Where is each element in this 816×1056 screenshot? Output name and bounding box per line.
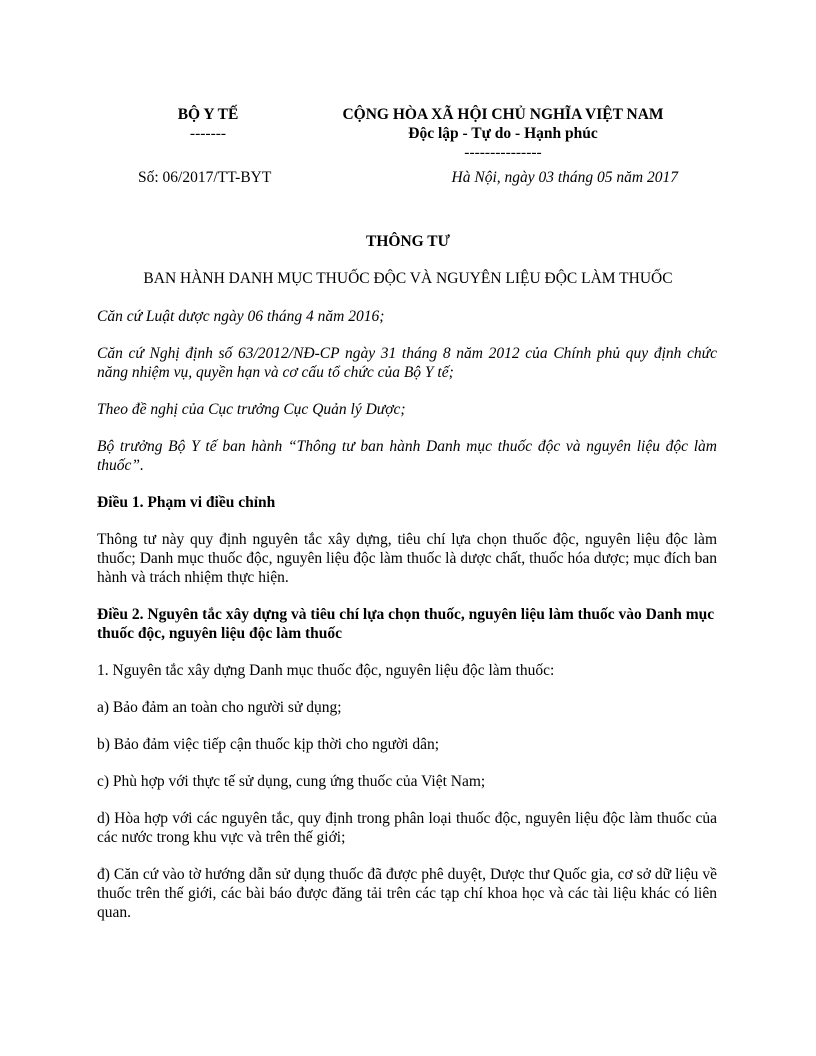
article-2-item-dd: đ) Căn cứ vào tờ hướng dẫn sử dụng thuốc đã được phê duyệt, Dược thư Quốc gia, cơ sở dữ liệu về thuốc trên thế giới, các bài báo được đăng tải trên các tạp chí khoa học và các tài liệu khác có liên quan. [97, 866, 717, 921]
national-motto: Độc lập - Tự do - Hạnh phúc [408, 125, 598, 142]
ministry-separator: ------- [189, 125, 227, 142]
article-1-text: Thông tư này quy định nguyên tắc xây dựng, tiêu chí lựa chọn thuốc độc, nguyên liệu độc làm thuốc; Danh mục thuốc độc, nguyên liệu độc làm thuốc là dược chất, thuốc hóa dược; mục đích ban hành và trách nhiệm thực hiện. [97, 531, 717, 586]
national-header-block [318, 105, 688, 162]
document-body [97, 307, 717, 940]
document-number: Số: 06/2017/TT-BYT [138, 169, 272, 186]
country-name: CỘNG HÒA XÃ HỘI CHỦ NGHĨA VIỆT NAM [342, 106, 664, 123]
preamble-issuance: Bộ trưởng Bộ Y tế ban hành “Thông tư ban hành Danh mục thuốc độc và nguyên liệu độc làm thuốc”. [97, 438, 717, 474]
document-subtitle: BAN HÀNH DANH MỤC THUỐC ĐỘC VÀ NGUYÊN LIỆU ĐỘC LÀM THUỐC [143, 270, 673, 287]
article-2-heading: Điều 2. Nguyên tắc xây dựng và tiêu chí lựa chọn thuốc, nguyên liệu làm thuốc vào Danh mục thuốc độc, nguyên liệu độc làm thuốc [97, 606, 715, 642]
motto-separator: --------------- [464, 144, 542, 161]
article-2-intro: 1. Nguyên tắc xây dựng Danh mục thuốc độc, nguyên liệu độc làm thuốc: [97, 662, 555, 679]
article-2-item-b: b) Bảo đảm việc tiếp cận thuốc kịp thời cho người dân; [97, 736, 440, 753]
article-1-heading: Điều 1. Phạm vi điều chỉnh [97, 494, 276, 511]
document-title: THÔNG TƯ [366, 233, 450, 250]
document-date: Hà Nội, ngày 03 tháng 05 năm 2017 [451, 169, 678, 186]
article-2-item-a: a) Bảo đảm an toàn cho người sử dụng; [97, 699, 342, 716]
article-2-item-c: c) Phù hợp với thực tế sử dụng, cung ứng thuốc của Việt Nam; [97, 773, 486, 790]
issuing-authority-block [128, 105, 288, 143]
article-2-item-d: d) Hòa hợp với các nguyên tắc, quy định trong phân loại thuốc độc, nguyên liệu độc làm thuốc của các nước trong khu vực và trên thế giới; [97, 810, 717, 846]
preamble-decree: Căn cứ Nghị định số 63/2012/NĐ-CP ngày 31 tháng 8 năm 2012 của Chính phủ quy định chức năng nhiệm vụ, quyền hạn và cơ cấu tổ chức của Bộ Y tế; [97, 345, 717, 381]
ministry-name: BỘ Y TẾ [177, 106, 239, 123]
preamble-law: Căn cứ Luật dược ngày 06 tháng 4 năm 2016; [97, 308, 385, 325]
preamble-proposal: Theo đề nghị của Cục trưởng Cục Quản lý Dược; [97, 401, 406, 418]
